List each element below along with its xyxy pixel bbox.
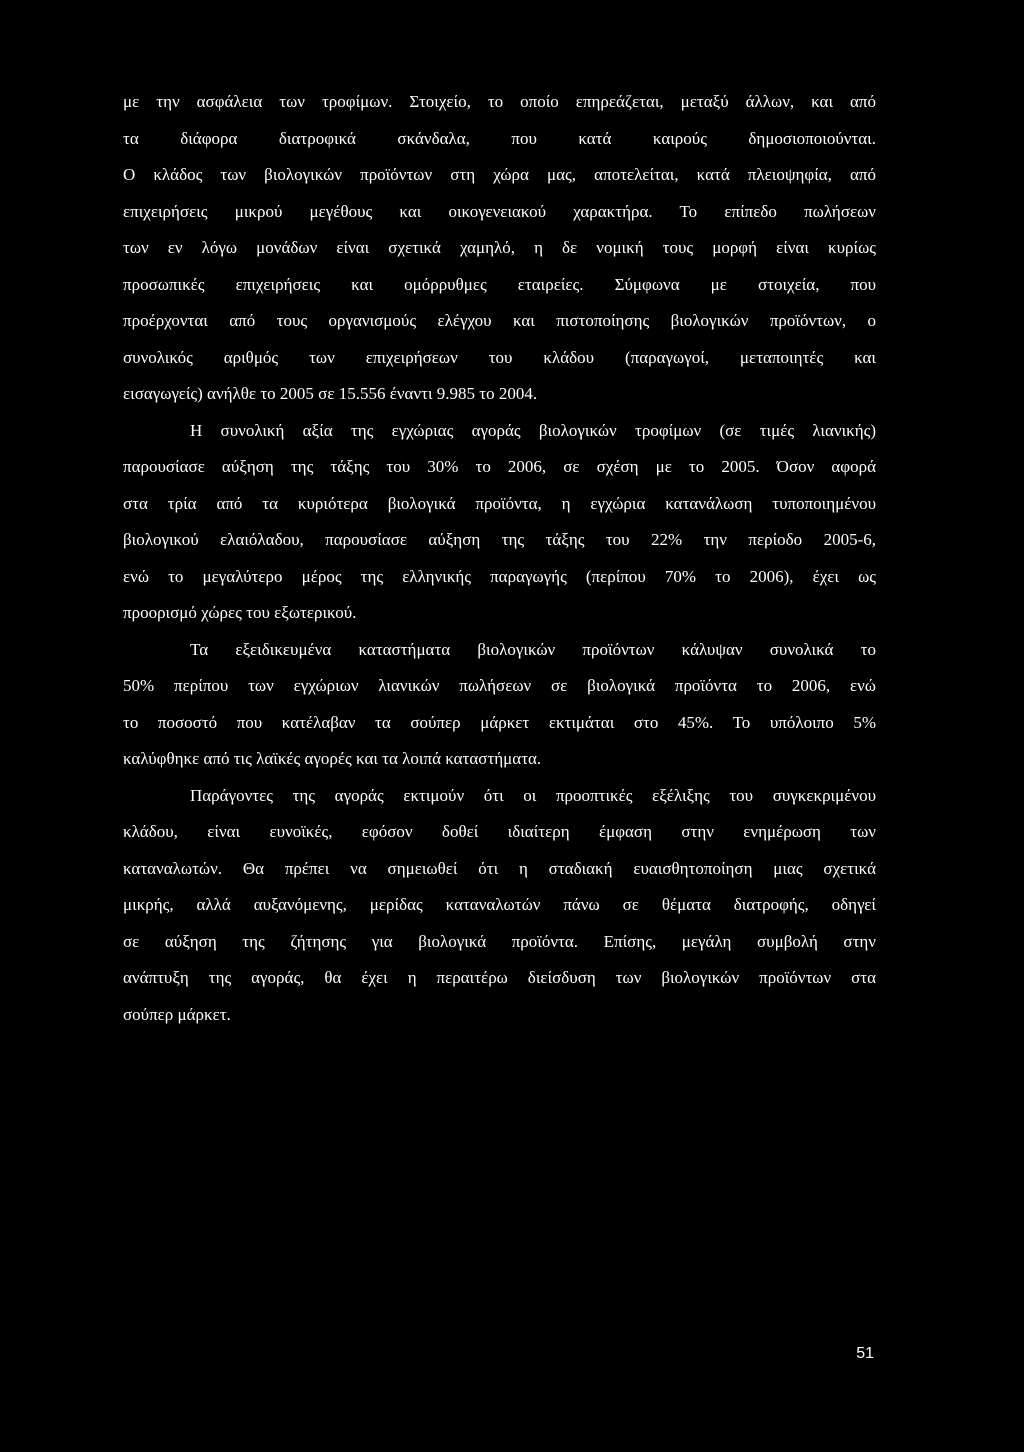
text-line: σούπερ μάρκετ. (123, 1004, 231, 1024)
text-line: τα διάφορα διατροφικά σκάνδαλα, που κατά καιρούς δημοσιοποιούνται. (123, 128, 876, 148)
text-line: παρουσίασε αύξηση της τάξης του 30% το 2006, σε σχέση με το 2005. Όσον αφορά (123, 457, 876, 476)
paragraph (123, 84, 876, 413)
text-line: προσωπικές επιχειρήσεις και ομόρρυθμες εταιρείες. Σύμφωνα με στοιχεία, που (123, 274, 876, 294)
text-line: σε αύξηση της ζήτησης για βιολογικά προϊόντα. Επίσης, μεγάλη συμβολή στην (123, 931, 876, 951)
text-line: ενώ το μεγαλύτερο μέρος της ελληνικής παραγωγής (περίπου 70% το 2006), έχει ως (123, 566, 876, 586)
text-line: με την ασφάλεια των τροφίμων. Στοιχείο, το οποίο επηρεάζεται, μεταξύ άλλων, και από (123, 92, 876, 111)
paragraph (123, 413, 876, 632)
text-line: καταναλωτών. Θα πρέπει να σημειωθεί ότι η σταδιακή ευαισθητοποίηση μιας σχετικά (123, 858, 876, 878)
paragraph (123, 632, 876, 778)
text-line: κλάδου, είναι ευνοϊκές, εφόσον δοθεί ιδιαίτερη έμφαση στην ενημέρωση των (123, 822, 876, 841)
text-line: βιολογικού ελαιόλαδου, παρουσίασε αύξηση της τάξης του 22% την περίοδο 2005-6, (123, 530, 876, 549)
text-line: Ο κλάδος των βιολογικών προϊόντων στη χώρα μας, αποτελείται, κατά πλειοψηφία, από (123, 165, 876, 184)
text-line: προορισμό χώρες του εξωτερικού. (123, 603, 357, 622)
text-line: Παράγοντες της αγοράς εκτιμούν ότι οι προοπτικές εξέλιξης του συγκεκριμένου (190, 785, 876, 805)
text-line: Τα εξειδικευμένα καταστήματα βιολογικών προϊόντων κάλυψαν συνολικά το (190, 639, 876, 659)
text-line: εισαγωγείς) ανήλθε το 2005 σε 15.556 έναντι 9.985 το 2004. (123, 384, 538, 403)
text-line: ανάπτυξη της αγοράς, θα έχει η περαιτέρω διείσδυση των βιολογικών προϊόντων στα (123, 968, 876, 987)
page-number: 51 (856, 1345, 874, 1362)
text-line: στα τρία από τα κυριότερα βιολογικά προϊόντα, η εγχώρια κατανάλωση τυποποιημένου (123, 493, 876, 513)
text-line: Η συνολική αξία της εγχώριας αγοράς βιολογικών τροφίμων (σε τιμές λιανικής) (190, 420, 876, 440)
text-line: μικρής, αλλά αυξανόμενης, μερίδας καταναλωτών πάνω σε θέματα διατροφής, οδηγεί (123, 895, 876, 914)
text-line: 50% περίπου των εγχώριων λιανικών πωλήσεων σε βιολογικά προϊόντα το 2006, ενώ (123, 676, 876, 695)
paragraph (123, 778, 876, 1034)
text-line: των εν λόγω μονάδων είναι σχετικά χαμηλό, η δε νομική τους μορφή είναι κυρίως (123, 238, 876, 257)
text-line: προέρχονται από τους οργανισμούς ελέγχου και πιστοποίησης βιολογικών προϊόντων, ο (123, 311, 876, 330)
body-text (123, 84, 876, 1033)
text-line: συνολικός αριθμός των επιχειρήσεων του κλάδου (παραγωγοί, μεταποιητές και (123, 347, 876, 367)
text-line: το ποσοστό που κατέλαβαν τα σούπερ μάρκετ εκτιμάται στο 45%. Το υπόλοιπο 5% (123, 712, 876, 732)
text-line: επιχειρήσεις μικρού μεγέθους και οικογενειακού χαρακτήρα. Το επίπεδο πωλήσεων (123, 201, 876, 221)
text-line: καλύφθηκε από τις λαϊκές αγορές και τα λοιπά καταστήματα. (123, 749, 542, 768)
